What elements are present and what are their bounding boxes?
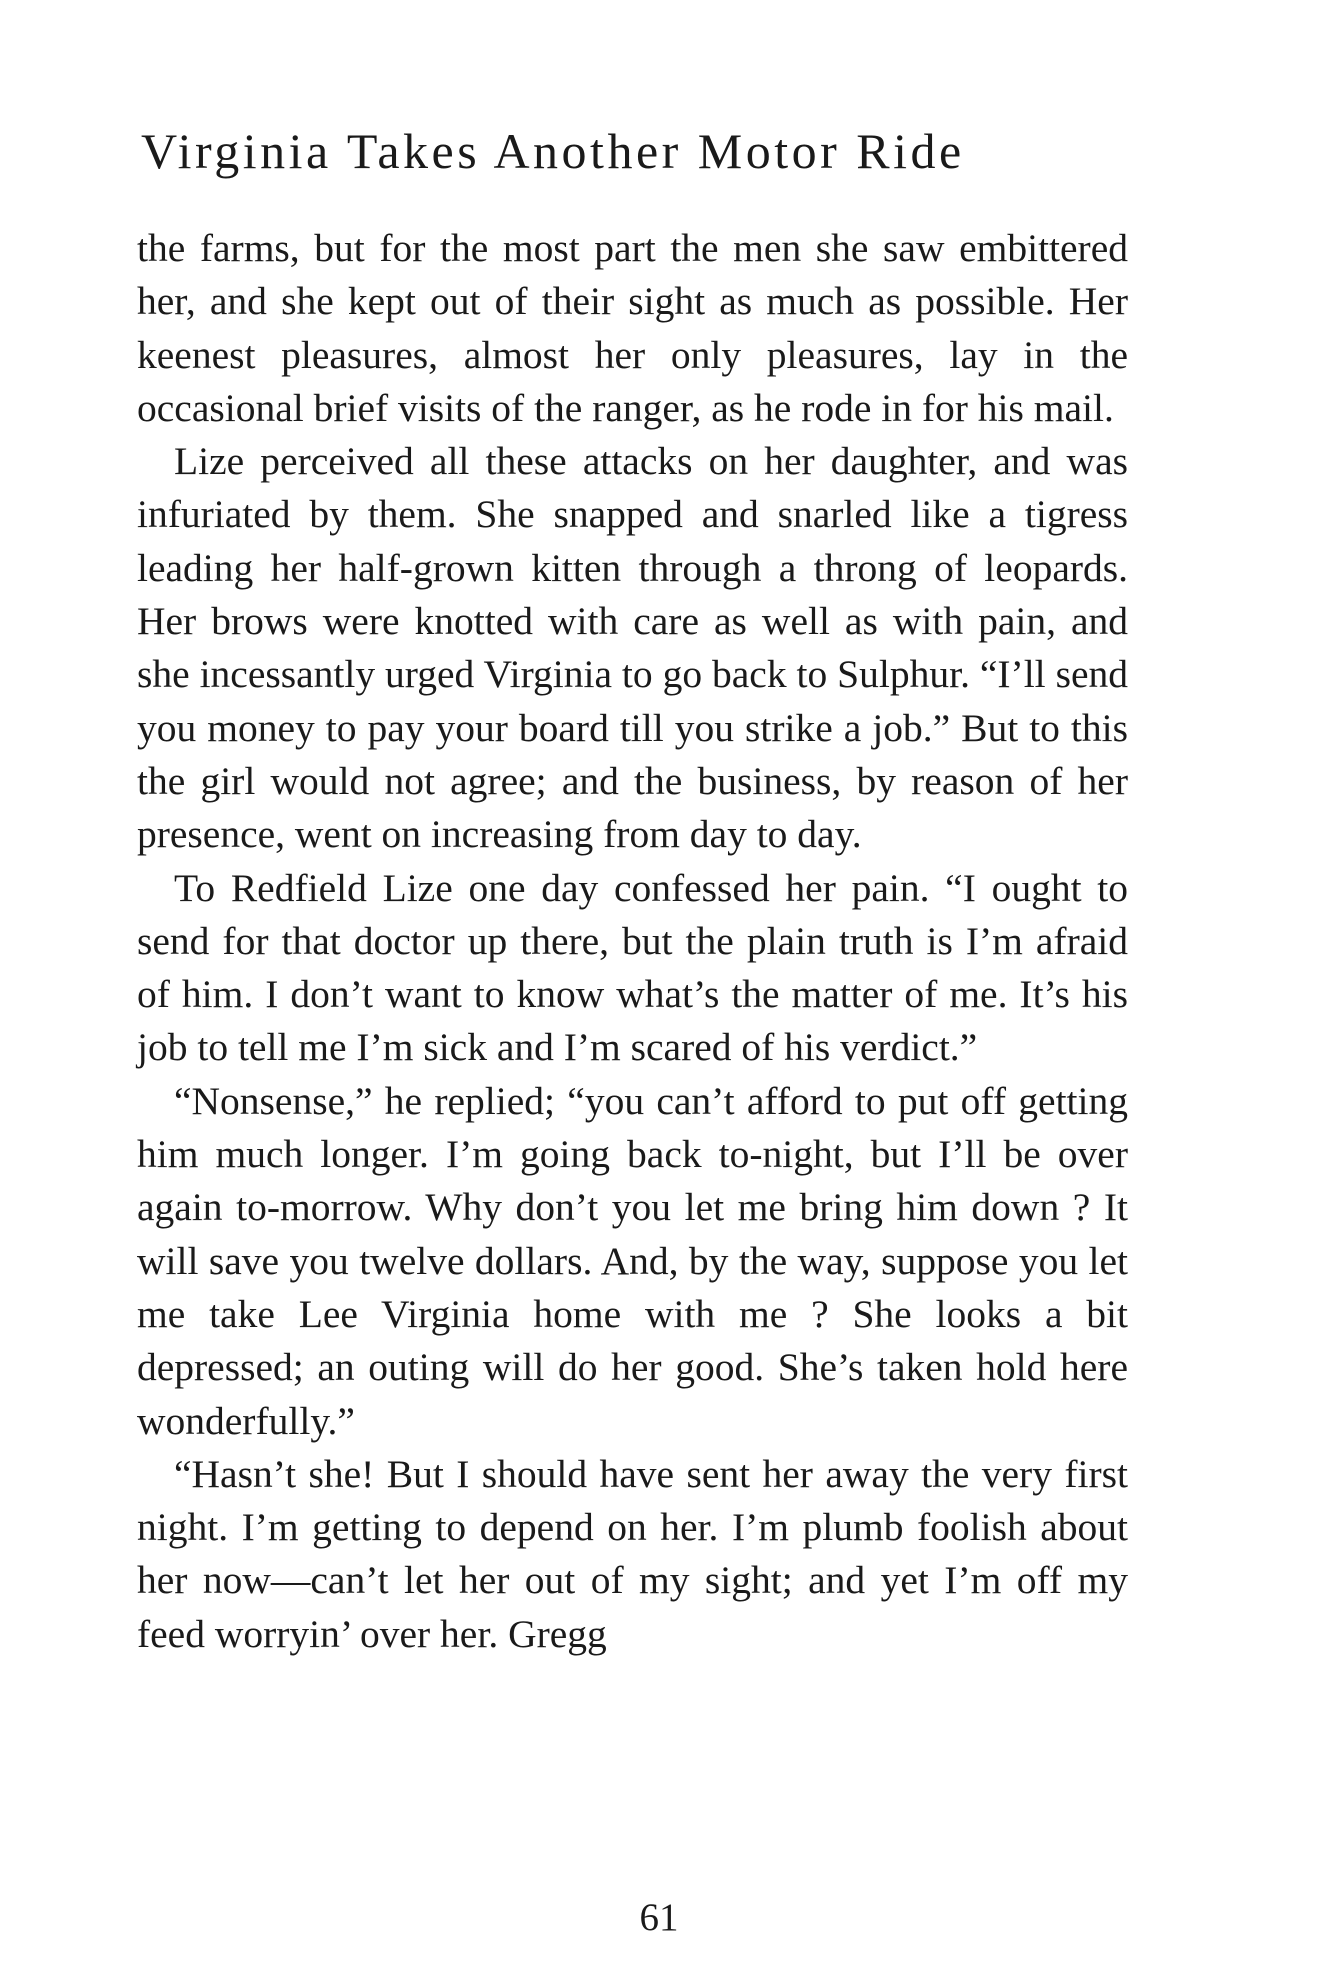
paragraph: “Hasn’t she! But I should have sent her away the very first night. I’m getting to depend on her. I’m plumb foolish about her now—can’t let her out of my sight; and yet I’m off my feed worryin’ over her. Gregg: [137, 1451, 1128, 1656]
paragraph-continued: the farms, but for the most part the men she saw embittered her, and she kept out of their sight as much as possible. Her keenest pleasures, almost her only pleasures, lay in the occasional brief visits of the ranger, as he rode in for his mail.: [137, 226, 1128, 430]
running-head: Virginia Takes Another Motor Ride: [141, 123, 965, 179]
paragraph: Lize perceived all these attacks on her daughter, and was infuriated by them. She snapped and snarled like a tigress leading her half-grown kitten through a throng of leopards. Her brows were knotted with care as well as with pain, and she incessantly urged Virginia to go back to Sulphur. “I’ll send you money to pay your board till you strike a job.” But to this the girl would not agree; and the business, by reason of her presence, went on increasing from day to day.: [137, 439, 1128, 857]
page-number: 61: [639, 1896, 679, 1939]
body-text: [137, 222, 1128, 1661]
paragraph: To Redfield Lize one day confessed her pain. “I ought to send for that doctor up there, but the plain truth is I’m afraid of him. I don’t want to know what’s the matter of me. It’s his job to tell me I’m sick and I’m scared of his verdict.”: [137, 865, 1128, 1070]
paragraph: “Nonsense,” he replied; “you can’t afford to put off getting him much longer. I’m going back to-night, but I’ll be over again to-morrow. Why don’t you let me bring him down ? It will save you twelve dollars. And, by the way, suppose you let me take Lee Virginia home with me ? She looks a bit depressed; an outing will do her good. She’s taken hold here wonderfully.”: [137, 1078, 1128, 1443]
